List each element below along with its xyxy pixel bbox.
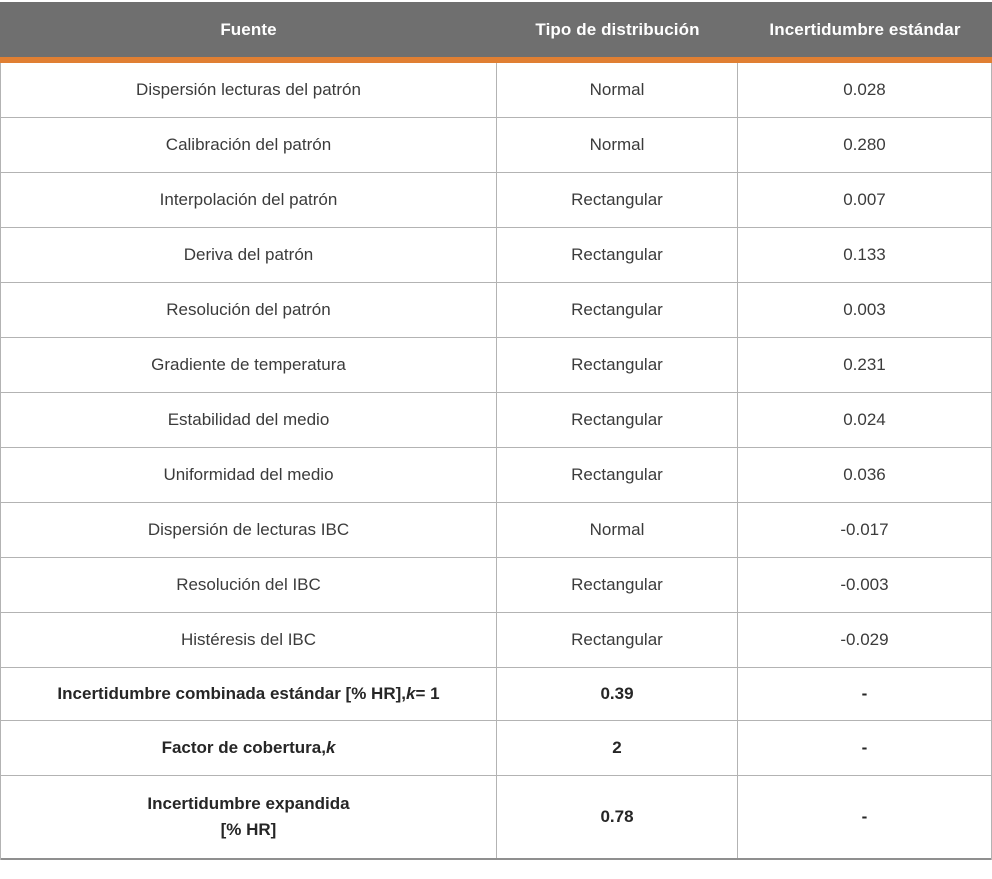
table-row xyxy=(1,63,991,118)
summary-label-multiline xyxy=(147,791,349,843)
cell-fuente xyxy=(1,721,497,775)
cell-valor: 0.024 xyxy=(843,410,886,430)
cell-fuente: Gradiente de temperatura xyxy=(1,338,497,392)
cell-fuente: Resolución del IBC xyxy=(1,558,497,612)
cell-tipo: Rectangular xyxy=(497,173,738,227)
cell-tipo: Normal xyxy=(497,63,738,117)
cell-fuente: Histéresis del IBC xyxy=(1,613,497,667)
cell-fuente: Dispersión de lecturas IBC xyxy=(1,503,497,557)
cell-valor: 0.133 xyxy=(843,245,886,265)
header-fuente: Fuente xyxy=(220,19,277,39)
cell-tipo: Rectangular xyxy=(497,448,738,502)
table-row xyxy=(1,558,991,613)
table-row xyxy=(1,173,991,228)
table-row xyxy=(1,118,991,173)
cell-tipo: Rectangular xyxy=(497,283,738,337)
cell-valor: 0.007 xyxy=(843,190,886,210)
cell-valor: 2 xyxy=(497,721,738,775)
cell-dash: - xyxy=(861,807,868,827)
summary-label-line1: Incertidumbre expandida xyxy=(147,794,350,813)
table-row xyxy=(1,338,991,393)
cell-tipo: Rectangular xyxy=(497,228,738,282)
cell-fuente: Deriva del patrón xyxy=(1,228,497,282)
cell-valor: -0.017 xyxy=(840,520,889,540)
cell-tipo: Rectangular xyxy=(497,393,738,447)
cell-valor: -0.003 xyxy=(840,575,889,595)
table-row xyxy=(1,228,991,283)
table-row xyxy=(1,613,991,668)
cell-fuente: Resolución del patrón xyxy=(1,283,497,337)
header-incertidumbre-estandar: Incertidumbre estándar xyxy=(769,19,961,39)
table-row xyxy=(1,448,991,503)
summary-row-combined-uncertainty xyxy=(1,668,991,721)
cell-dash: - xyxy=(861,738,868,758)
table-header-row xyxy=(0,2,992,63)
table-row xyxy=(1,503,991,558)
cell-valor: 0.036 xyxy=(843,465,886,485)
cell-fuente: Estabilidad del medio xyxy=(1,393,497,447)
cell-tipo: Normal xyxy=(497,503,738,557)
cell-valor: -0.029 xyxy=(840,630,889,650)
cell-tipo: Normal xyxy=(497,118,738,172)
summary-label-line2: [% HR] xyxy=(220,820,277,839)
summary-row-expanded-uncertainty xyxy=(1,776,991,860)
cell-valor: 0.231 xyxy=(843,355,886,375)
cell-tipo: Rectangular xyxy=(497,558,738,612)
cell-fuente: Interpolación del patrón xyxy=(1,173,497,227)
cell-valor: 0.280 xyxy=(843,135,886,155)
summary-row-coverage-factor xyxy=(1,721,991,776)
cell-fuente: Dispersión lecturas del patrón xyxy=(1,63,497,117)
table-row xyxy=(1,393,991,448)
cell-dash: - xyxy=(861,684,868,704)
table-row xyxy=(1,283,991,338)
cell-fuente xyxy=(1,668,497,720)
summary-label-text: Incertidumbre combinada estándar [% HR], xyxy=(57,684,406,704)
cell-tipo: Rectangular xyxy=(497,613,738,667)
cell-valor: 0.78 xyxy=(497,776,738,858)
cell-fuente: Uniformidad del medio xyxy=(1,448,497,502)
table-body xyxy=(0,63,992,860)
k-symbol: k xyxy=(325,738,336,758)
cell-fuente xyxy=(1,776,497,858)
cell-valor: 0.028 xyxy=(843,80,886,100)
header-tipo-distribucion: Tipo de distribución xyxy=(535,19,700,39)
summary-label-suffix: = 1 xyxy=(415,684,440,704)
cell-valor: 0.39 xyxy=(497,668,738,720)
uncertainty-table xyxy=(0,2,992,860)
cell-fuente: Calibración del patrón xyxy=(1,118,497,172)
cell-valor: 0.003 xyxy=(843,300,886,320)
summary-label-text: Factor de cobertura, xyxy=(161,738,326,758)
k-symbol: k xyxy=(406,684,416,704)
cell-tipo: Rectangular xyxy=(497,338,738,392)
